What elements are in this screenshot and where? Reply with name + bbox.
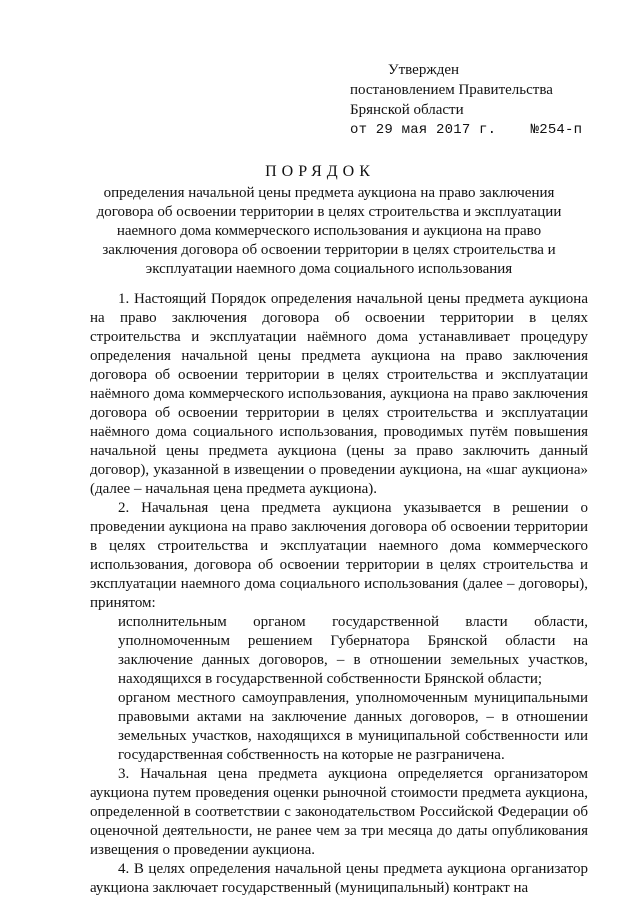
paragraph-2: 2. Начальная цена предмета аукциона указывается в решении о проведении аукциона на право заключения договора об освоении территории в целях строительства и эксплуатации наемного дома коммерческого использования, договора об освоении территории в целях строительства и эксплуатации наемного дома социального использования (далее – договоры), принятом: bbox=[90, 500, 588, 611]
approval-date-number: от 29 мая 2017 г. №254-п bbox=[350, 122, 583, 138]
paragraph-2-item-1: исполнительным органом государственной власти области, уполномоченным решением Губернатора Брянской области на заключение данных договоров, – в отношении земельных участков, находящихся в государственной собственности Брянской области; bbox=[118, 614, 588, 687]
approval-region: Брянской области bbox=[350, 102, 464, 118]
paragraph-3: 3. Начальная цена предмета аукциона определяется организатором аукциона путем проведения оценки рыночной стоимости предмета аукциона, определенной в соответствии с законодательством Российской Федерации об оценочной деятельности, не ранее чем за три месяца до даты опубликования извещения о проведении аукциона. bbox=[90, 766, 588, 858]
paragraph-1: 1. Настоящий Порядок определения начальной цены предмета аукциона на право заключения договора об освоении территории в целях строительства и эксплуатации наёмного дома устанавливает процедуру определения начальной цены предмета аукциона на право заключения договора об освоении территории в целях строительства и эксплуатации наёмного дома коммерческого использования, аукциона на право заключения договора об освоении территории в целях строительства и эксплуатации наёмного дома социального использования, проводимых путём повышения начальной цены предмета аукциона (цены за право заключить данный договор), указанной в извещении о проведении аукциона, на «шаг аукциона» (далее – начальная цена предмета аукциона). bbox=[90, 291, 588, 497]
document-title: ПОРЯДОК bbox=[265, 163, 375, 180]
paragraph-2-item-2: органом местного самоуправления, уполномоченным муниципальными правовыми актами на заключение данных договоров, – в отношении земельных участков, находящихся в муниципальной собственности или государственная собственность на которые не разграничена. bbox=[118, 690, 588, 763]
document-body bbox=[90, 290, 588, 898]
approval-label: Утвержден bbox=[388, 62, 460, 78]
paragraph-4: 4. В целях определения начальной цены предмета аукциона организатор аукциона заключает государственный (муниципальный) контракт на bbox=[90, 861, 588, 896]
approval-authority: постановлением Правительства bbox=[350, 82, 553, 98]
document-subtitle: определения начальной цены предмета аукциона на право заключения договора об освоении территории в целях строительства и эксплуатации наемного дома коммерческого использования и аукциона на право заключения договора об освоении территории в целях строительства и эксплуатации наемного дома социального использования bbox=[96, 185, 562, 277]
approval-stamp bbox=[350, 60, 582, 140]
